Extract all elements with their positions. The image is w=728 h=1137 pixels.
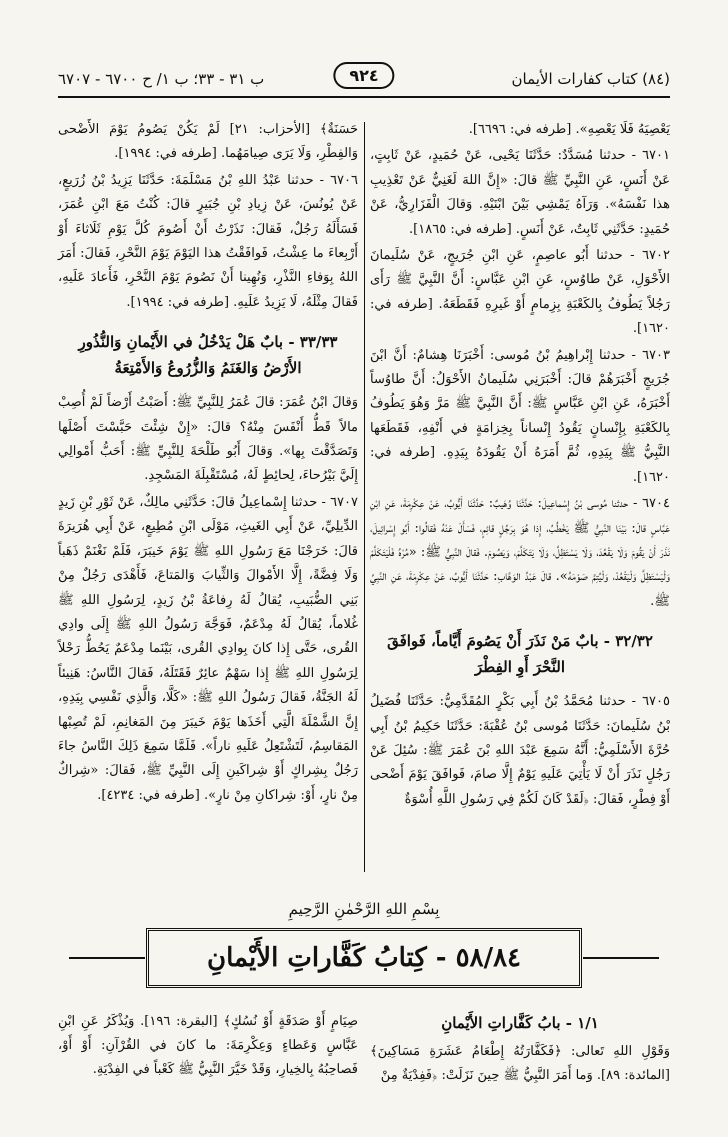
paragraph: وَقَوْلِ اللهِ تَعالى: ﴿فَكَفَّارَتُهُ إِطْعَامُ عَشَرَةِ مَسَاكِينَ﴾ [المائدة: ٨٩]. وَما أَمَرَ النَّبِيُّ ﷺ حِينَ نَزَلَتْ: ﴿فَفِدْيَةٌ مِنْ xyxy=(370,1044,670,1083)
paragraph: يَعْصِيَهُ فَلَا يَعْصِهِ». [طرفه في: ٦٦٩٦]. xyxy=(468,122,670,137)
hadith-6707: ٦٧٠٧ - حدثنا إِسْماعِيلُ قالَ: حَدَّثَنِي مالِكٌ، عَنْ ثَوْرِ بْنِ زَيدٍ الدِّيلِيِّ، عَنْ أَبِي الغَيثِ، مَوْلَى ابْنِ مُطِيعٍ، عَنْ أَبِي هُرَيرَةَ قالَ: خَرَجْنَا مَعَ رَسُولِ اللهِ ﷺ يَوْمَ خَيبَرَ، فَلَمْ نَغْنَمْ ذَهَباً وَلَا فِضَّةً، إِلَّا الأَمْوالَ وَالثِّيابَ وَالمَتاعَ، فَأَهْدَى رَجُلٌ مِنْ بَنِي الضُّبَيبِ، يُقالُ لَهُ رِفاعَةُ بْنُ زَيدٍ، لِرَسُولِ اللهِ ﷺ غُلاماً، يُقالُ لَهُ مِدْعَمٌ، فَوَجَّهَ رَسُولُ اللهِ ﷺ إِلَى وادِي القُرى، حَتَّى إِذا كانَ بِوادِي القُرى، بَيْنَما مِدْعَمٌ يَحُطُّ رَحْلاً لِرَسُولِ اللهِ ﷺ إِذا سَهْمٌ عائِرٌ فَقَتَلَهُ، فَقالَ النَّاسُ: هَنِيئاً لَهُ الجَنَّةُ، فَقالَ رَسُولُ اللهِ ﷺ: «كَلَّا، وَالَّذِي نَفْسِي بِيَدِهِ، إِنَّ الشَّمْلَةَ الَّتِي أَخَذَها يَوْمَ خَيبَرَ مِنَ المَغانِمِ، لَمْ تُصِبْها المَقاسِمُ، لَتَشْتَعِلُ عَلَيهِ ناراً». فَلَمَّا سَمِعَ ذَلِكَ النَّاسُ جاءَ رَجُلٌ بِشِراكٍ أَوْ شِراكَينِ إِلَى النَّبِيِّ ﷺ، فَقالَ: «شِراكٌ مِنْ نارٍ، أَوْ: شِراكانِ مِنْ نارٍ». [طرفه في: ٤٢٣٤]. xyxy=(58,494,358,803)
hadith-6703: ٦٧٠٣ - حدثنا إِبْراهِيمُ بْنُ مُوسى: أَخْبَرَنَا هِشامٌ: أَنَّ ابْنَ جُرَيجٍ أَخْبَرَهُمْ قالَ: أَخْبَرَنِي سُلَيمانُ الأَحْوَلُ: أَنَّ طاوُساً أَخْبَرَهُ، عَنِ ابْنِ عَبَّاسٍ ﷺ: أَنَّ النَّبِيَّ ﷺ مَرَّ وَهُوَ يَطُوفُ بِالكَعْبَةِ بِإِنْسانٍ يَقُودُ إِنْساناً بِخِزامَةٍ في أَنْفِهِ، فَقَطَعَها النَّبِيُّ ﷺ بِيَدِهِ، ثُمَّ أَمَرَهُ أَنْ يَقُودَهُ بِيَدِهِ. [طرفه في: ١٦٢٠]. xyxy=(370,347,670,485)
paragraph: وَقالَ ابْنُ عُمَرَ: قالَ عُمَرُ لِلنَّبِيِّ ﷺ: أَصَبْتُ أَرْضاً لَمْ أُصِبْ مالاً قَطُّ أَنْفَسَ مِنْهُ؟ قالَ: «إِنْ شِئْتَ حَبَّسْتَ أَصْلَها وَتَصَدَّقْتَ بِها». وَقالَ أَبُو طَلْحَةَ لِلنَّبِيِّ ﷺ: أَحَبُّ أَمْوالِي إِلَيَّ بَيْرُحاءَ، لِحائِطٍ لَهُ، مُسْتَقْبِلَةَ المَسْجِدِ. xyxy=(58,395,358,484)
hadith-6704: ٦٧٠٤ - حدثنا مُوسى بْنُ إِسْماعِيلَ: حَدَّثَنَا وُهَيبٌ: حَدَّثَنَا أَيُّوبُ، عَنْ عِكْرِمَةَ، عَنِ ابْنِ عَبَّاسٍ قالَ: بَيْنَا النَّبِيُّ ﷺ يَخْطُبُ، إِذا هُوَ بِرَجُلٍ قائِمٍ، فَسَأَلَ عَنْهُ فَقالُوا: أَبُو إِسْرائِيلَ، نَذَرَ أَنْ يَقُومَ وَلَا يَقْعُدَ، وَلَا يَسْتَظِلَّ، وَلَا يَتَكَلَّمَ، وَيَصُومَ. فَقالَ النَّبِيُّ ﷺ: «مُرْهُ فَلْيَتَكَلَّمْ وَلْيَسْتَظِلَّ وَلْيَقْعُدْ، وَلْيُتِمَّ صَوْمَهُ». قالَ عَبْدُ الوَهَّابِ: حَدَّثَنَا أَيُّوبُ، عَنْ عِكْرِمَةَ، عَنِ النَّبِيِّ ﷺ. xyxy=(370,496,670,609)
bottom-right-column xyxy=(370,1010,670,1088)
section-heading-1: ١/١ - بابُ كَفَّاراتِ الأَيْمانِ xyxy=(441,1014,599,1032)
paragraph: حَسَنَةٌ﴾ [الأحزاب: ٢١] لَمْ يَكُنْ يَصُومُ يَوْمَ الأَضْحى وَالفِطْرِ، وَلَا يَرَى صِيامَهُما. [طرفه في: ١٩٩٤]. xyxy=(58,122,358,162)
paragraph: صِيَامٍ أَوْ صَدَقَةٍ أَوْ نُسُكٍ﴾ [البقرة: ١٩٦]. وَيُذْكَرُ عَنِ ابْنِ عَبَّاسٍ وَعَطاءٍ وَعِكْرِمَةَ: ما كانَ في القُرْآنِ: أَوْ أَوْ، فَصاحِبُهُ بِالخِيارِ، وَقَدْ خَيَّرَ النَّبِيُّ ﷺ كَعْباً في الفِدْيَةِ. xyxy=(58,1014,358,1077)
hadith-6706: ٦٧٠٦ - حدثنا عَبْدُ اللهِ بْنُ مَسْلَمَةَ: حَدَّثَنَا يَزِيدُ بْنُ زُرَيعٍ، عَنْ يُونُسَ، عَنْ زِيادِ بْنِ جُبَيرٍ قالَ: كُنْتُ مَعَ ابْنِ عُمَرَ، فَسَأَلَهُ رَجُلٌ، فَقالَ: نَذَرْتُ أَنْ أَصُومَ كُلَّ يَوْمِ ثَلَاثاءَ أَوْ أَرْبِعاءَ ما عِشْتُ، فَوافَقْتُ هذا اليَوْمَ يَوْمَ النَّحْرِ، فَقالَ: أَمَرَ اللهُ بِوَفاءِ النَّذْرِ، وَنُهِينا أَنْ نَصُومَ يَوْمَ النَّحْرِ، فَأَعادَ عَلَيهِ، فَقالَ مِثْلَهُ، لَا يَزِيدُ عَلَيهِ. [طرفه في: ١٩٩٤]. xyxy=(58,172,358,310)
hadith-6702: ٦٧٠٢ - حدثنا أَبُو عاصِمٍ، عَنِ ابْنِ جُرَيجٍ، عَنْ سُلَيمانَ الأَحْوَلِ، عَنْ طاوُسٍ، عَنِ ابْنِ عَبَّاسٍ: أَنَّ النَّبِيَّ ﷺ رَأَى رَجُلاً يَطُوفُ بِالكَعْبَةِ بِزِمامٍ أَوْ غَيرِهِ فَقَطَعَهُ. [طرفه في: ١٦٢٠]. xyxy=(370,248,670,337)
header-reference: ب ٣١ - ٣٣؛ ب ١/ ح ٦٧٠٠ - ٦٧٠٧ xyxy=(58,70,265,88)
column-divider xyxy=(364,122,365,872)
left-column xyxy=(58,118,358,810)
page-header xyxy=(58,60,670,98)
section-heading-33: ٣٣/٣٣ - بابٌ هَلْ يَدْخُلُ في الأَيْمانِ وَالنُّذُورِ الأَرْضُ وَالغَنَمُ وَالزُّرُوعُ وَالأَمْتِعَةُ xyxy=(78,333,338,378)
hadith-6701: ٦٧٠١ - حدثنا مُسَدَّدٌ: حَدَّثَنَا يَحْيى، عَنْ حُمَيدٍ، عَنْ ثَابِتٍ، عَنْ أَنَسٍ، عَنِ النَّبِيِّ ﷺ قالَ: «إِنَّ اللهَ لَغَنِيٌّ عَنْ تَعْذِيبِ هذا نَفْسَهُ». وَرَآهُ يَمْشِي بَيْنَ ابْنَيْهِ. وَقالَ الْفَزَارِيُّ، عَنْ حُمَيدٍ: حَدَّثَنِي ثَابِتٌ، عَنْ أَنَسٍ. [طرفه في: ١٨٦٥]. xyxy=(370,148,670,237)
section-heading-32: ٣٢/٣٢ - بابٌ مَنْ نَذَرَ أَنْ يَصُومَ أَيَّاماً، فَوافَقَ النَّحْرَ أَوِ الفِطْرَ xyxy=(387,632,653,677)
bismillah: بِسْمِ اللهِ الرَّحْمٰنِ الرَّحِيمِ xyxy=(288,900,440,918)
bottom-left-column xyxy=(58,1010,358,1082)
right-column xyxy=(370,118,670,814)
chapter-title: ٥٨/٨٤ - كِتابُ كَفَّاراتِ الأَيْمانِ xyxy=(146,928,582,988)
hadith-6705: ٦٧٠٥ - حدثنا مُحَمَّدُ بْنُ أَبِي بَكْرٍ المُقَدَّمِيُّ: حَدَّثَنَا فُضَيلُ بْنُ سُلَيمانَ: حَدَّثَنَا مُوسى بْنُ عُقْبَةَ: حَدَّثَنَا حَكِيمُ بْنُ أَبِي حُرَّةَ الأَسْلَمِيُّ: أَنَّهُ سَمِعَ عَبْدَ اللهِ بْنَ عُمَرَ ﷺ: سُئِلَ عَنْ رَجُلٍ نَذَرَ أَنْ لَا يَأْتِيَ عَلَيهِ يَوْمٌ إِلَّا صامَ، فَوافَقَ يَوْمَ أَضْحى أَوْ فِطْرٍ، فَقالَ: ﴿لَقَدْ كَانَ لَكُمْ فِي رَسُولِ اللَّهِ أُسْوَةٌ xyxy=(370,694,670,807)
header-book-title: (٨٤) كتاب كفارات الأيمان xyxy=(511,70,670,88)
page-number: ٩٢٤ xyxy=(333,62,394,89)
